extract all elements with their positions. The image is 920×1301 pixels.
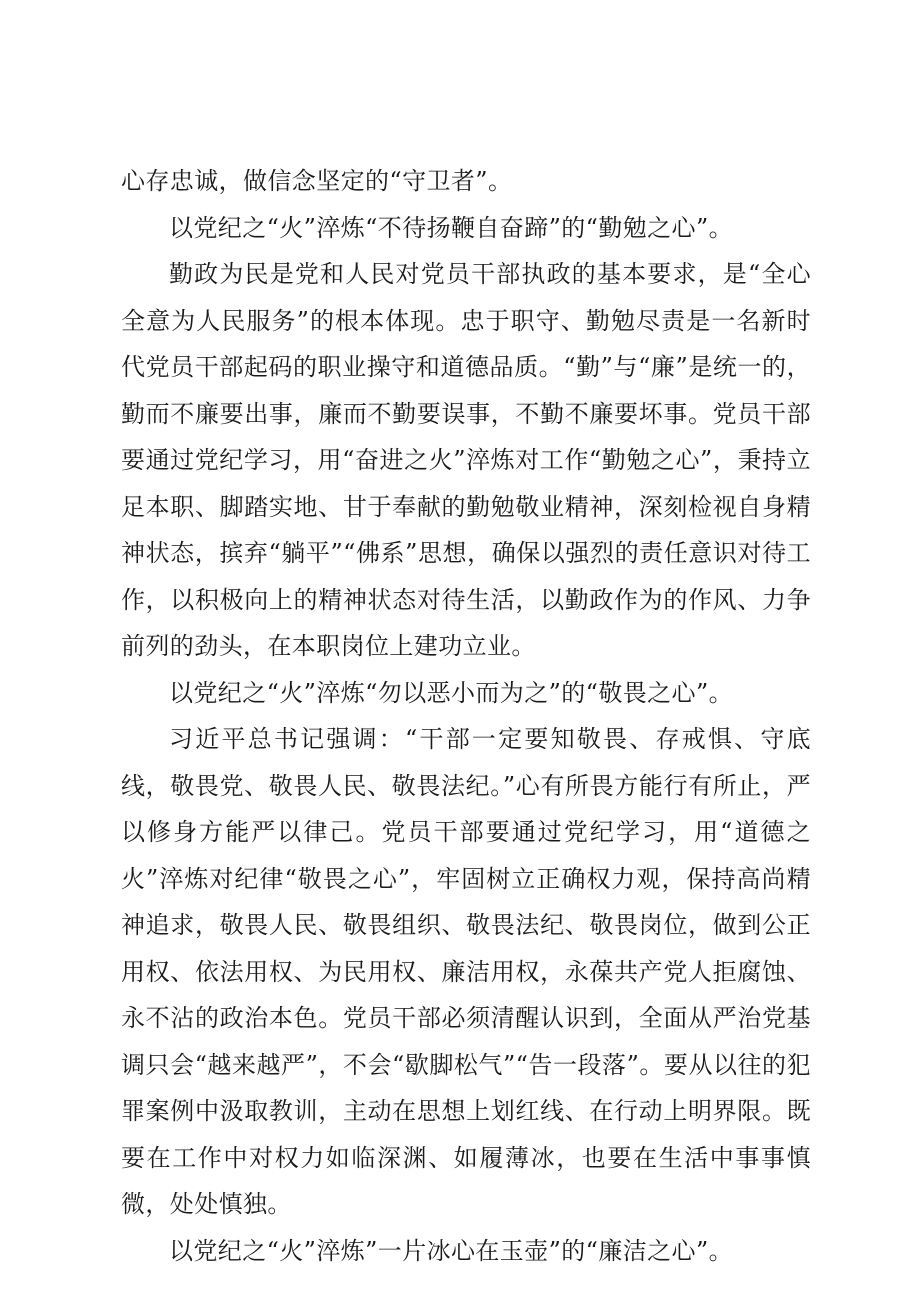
paragraph-continuation: 心存忠诚，做信念坚定的“守卫者”。 [121, 167, 513, 195]
paragraph-diligence: 勤政为民是党和人民对党员干部执政的基本要求，是“全心全意为人民服务”的根本体现。忠于职守、勤勉尽责是一名新时代党员干部起码的职业操守和道德品质。“勤”与“廉”是统一的，勤而不廉要出事，廉而不勤要误事，不勤不廉要坏事。党员干部要通过党纪学习，用“奋进之火”淬炼对工作“勤勉之心”，秉持立足本职、脚踏实地、甘于奉献的勤勉敬业精神，深刻检视自身精神状态，摈弃“躺平”“佛系”思想，确保以强烈的责任意识对待工作，以积极向上的精神状态对待生活，以勤政作为的作风、力争前列的劲头，在本职岗位上建功立业。 [121, 260, 811, 660]
section-heading-reverence: 以党纪之“火”淬炼“勿以恶小而为之”的“敬畏之心”。 [169, 678, 734, 707]
section-heading-integrity: 以党纪之“火”淬炼”一片冰心在玉壶”的“廉洁之心”。 [169, 1236, 734, 1265]
paragraph-reverence: 习近平总书记强调：“干部一定要知敬畏、存戒惧、守底线，敬畏党、敬畏人民、敬畏法纪。”心有所畏方能行有所止，严以修身方能严以律己。党员干部要通过党纪学习，用“道德之火”淬炼对纪律“敬畏之心”，牢固树立正确权力观，保持高尚精神追求，敬畏人民、敬畏组织、敬畏法纪、敬畏岗位，做到公正用权、依法用权、为民用权、廉洁用权，永葆共产党人拒腐蚀、永不沾的政治本色。党员干部必须清醒认识到，全面从严治党基调只会“越来越严”，不会“歇脚松气”“告一段落”。要从以往的犯罪案例中汲取教训，主动在思想上划红线、在行动上明界限。既要在工作中对权力如临深渊、如履薄冰，也要在生活中事事慎微，处处慎独。 [121, 725, 811, 1218]
section-heading-diligence: 以党纪之“火”淬炼“不待扬鞭自奋蹄”的“勤勉之心”。 [169, 213, 734, 242]
document-body [121, 158, 811, 1274]
